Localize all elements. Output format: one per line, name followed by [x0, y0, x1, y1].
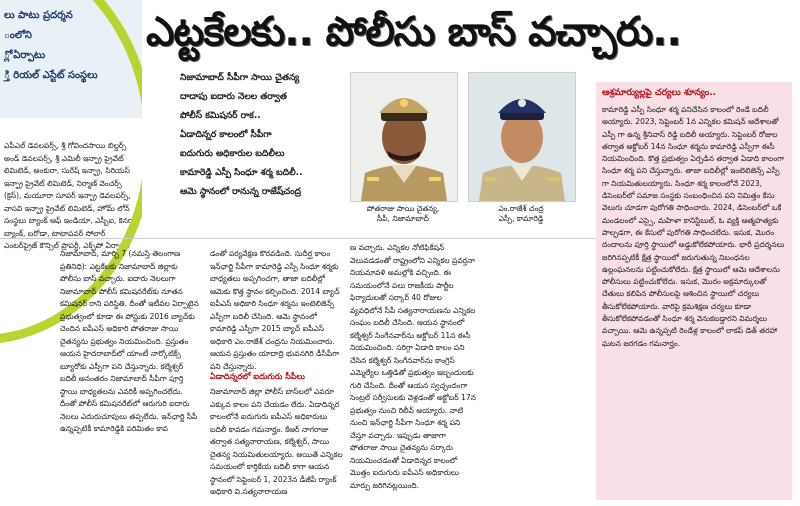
caption-role: సీపీ, నిజామాబాద్: [377, 214, 429, 223]
left-highlight-box: [0, 0, 142, 118]
police-officer-photo-icon: [469, 73, 575, 201]
body-column-2: డంతో పర్యవేక్షణ కొరవడింది. సుదీర్ఘ కాలం ఇన్‌ఛార్జి సీపీగా కామారెడ్డి ఎస్పీ సింధూ శర్మకు బాధ్యతలు అప్పగించగా, తాజా బదిలీల్లో ఆమెకు కొత్త స్థానం కల్పించింది. 2014 బ్యాచ్ ఐపీఎస్ అధికారి సింధూ శర్మను ఇంటెలిజెన్స్ ఎస్పీగా బదిలీ చేసింది. ఆమె స్థానంలో కామారెడ్డి ఎస్పీగా 2015 బ్యాచ్ ఐపీఎస్ అధికారి ఎం.రాజేశ్ చంద్రను నియమించారు. ఆయన ప్రస్తుతం యాదాద్రి భువనగిరి డీసీపీగా పని చేస్తున్నారు.: [210, 249, 340, 371]
section-divider: [0, 238, 596, 239]
subhead-line: దాదాపు ఐదారు నెలల తర్వాత: [180, 92, 287, 102]
subhead-line: ఆమె స్థానంలో రానున్న రాజేష్‌చంద్ర: [180, 187, 302, 197]
subhead-line: కామారెడ్డి ఎస్పీ సింధూ శర్మ బదిలీ..: [180, 168, 303, 178]
photo-caption: [348, 204, 458, 224]
subhead-line: నిజామాబాద్ సీపీగా సాయి చైతన్య: [180, 73, 300, 83]
left-box-text: [4, 6, 138, 86]
subhead-block: [180, 70, 340, 238]
headline: ఎట్టకేలకు.. పోలీసు బాస్ వచ్చారు..: [146, 9, 681, 55]
caption-role: ఎస్పీ, కామారెడ్డి: [498, 214, 544, 223]
column-subheading: ఏడాదిన్నరలో ఐదుగురు సీపీలు: [210, 372, 305, 381]
subhead-line: ఏడాదిన్నర కాలంలో సీపీగా: [180, 130, 272, 140]
sidebar-title: ఆశ్రమార్యుల్లపై చర్యలు శూన్యం..: [602, 88, 717, 98]
sidebar-body: కామారెడ్డి ఎస్పీ సింధూ శర్మ పనిచేసిన కాలంలో రెండే బదిలీ అయ్యారు. 2023, సెప్టెంబర్ 1న ఎన్నికల కమిషన్ ఆదేశాలతో ఎస్పీ గా ఉన్న శ్రీనివాస్ రెడ్డి బదిలీ అయ్యారు. సెప్టెంబర్ రోజుల తర్వాత అక్టోబర్ 14న సింధూ శర్మను కామారెడ్డి ఎస్పీగా ఈసీ నియమించింది. కొత్త ప్రభుత్వం ఏర్పడిన తర్వాత ఏడాది కాలంగా సింధూ శర్మ పని చేస్తున్నారు. తాజా బదిలీల్లో ఇంటెలిజెన్స్ ఎస్పీ గా నియమితులయ్యారు. సింధూ శర్మ కాలంలోనే 2023, డిసెంబర్‌లో సమాజ సంస్థకు సంబంధించిన పని నిమిత్తం కేసు వెలుగు చూడగా పురోగతి సాధించారు. 2024, డిసెంబర్‌లో ఒకే మండలంలో ఎస్సై, మహిళా కానిస్టేబుల్, ఓ వ్యక్తి ఆత్మహత్యకు పాల్పడగా, ఈ కేసులో పురోగతి సాధించలేదు. ఇసుక, మొరం దందాలను పూర్తి స్థాయిలో అడ్డుకోలేకపోయారు. భారీ ప్రదర్శనలు జరిగినప్పటికీ క్షేత్ర స్థాయిలో జరుగుతున్న నిబంధనల ఉల్లంఘనలను పట్టించుకోలేదు. క్షేత్ర స్థాయిలో ఆమె ఆదేశాలను పోలీసులు పట్టించుకోలేదు. ఇసుక, మొరం అక్రమార్కులతో చేతులు కలిపిన పోలీసులపై ఆశించిన స్థాయిలో చర్యలు తీసుకోలేకపోయారు. వారిపై క్రమశిక్షణ చర్యలు కూడా తీసుకోలేకపోవడంతో సింధూ శర్మ వెనుకబడ్డారని విమర్శలు వచ్చాయి. ఆమె ఉన్నప్పటి రెండేళ్ల కాలంలో లాకప్ డెత్ తరహా ఘటన జరగడం గమనార్హం.: [602, 105, 785, 348]
photo-caption: [466, 204, 576, 224]
left-box-line: లు పాటు ప్రదర్శన: [4, 10, 73, 21]
body-column-2b: నిజామాబాద్ జిల్లా పోలీస్ బాస్‌లలో ఎవరూ ఎక్కువ కాలం పని చేయడం లేదు. ఏడాదిన్నర కాలంలోనే ఐదుగురు ఐపీఎస్ అధికారులు బదిలీ కావడం గమనార్హం. కేఆర్ నాగరాజు తర్వాత సత్యనారాయణ, కల్మేశ్వర్, సాయి చైతన్య నియమితులయ్యారు. అయితే ఎన్నికల సమయంలో కార్తికేయ బదిలీ కాగా ఆయన స్థానంలో సెప్టెంబర్ 1, 2023న డీజీపీ ర్యాంక్ అధికారి వి.సత్యనారాయణ: [210, 387, 343, 496]
subhead-line: పోలీస్ కమిషనర్ రాక..: [180, 111, 261, 121]
officer-photo-sai-chaitanya: [350, 72, 458, 202]
sidebar-box: [596, 82, 792, 500]
police-officer-photo-icon: [351, 73, 457, 201]
body-column-1: నిజామాబాద్, మార్చి 7 (నమస్తే తెలంగాణ ప్రతినిధి): ఎట్టకేలకు నిజామాబాద్ జిల్లాకు పోలీసు బాస్ వచ్చారు. ఐదారు నెలలుగా నిజామాబాద్ పోలీస్ కమిషనరేట్‌కు నూతన కమిషనర్ రాని పరిస్థితి. దీంతో ఇటీవల ఏర్పాటైన ప్రభుత్వంలో కూడా ఈ పోస్టుకు 2016 బ్యాచ్‌కు చెందిన ఐపీఎస్ అధికారి పోతరాజు సాయి చైతన్యను ప్రభుత్వం నియమించింది. ప్రస్తుతం ఆయన హైదరాబాద్‌లో యాంటీ నార్కోటిక్స్ బ్యూరోకు ఎస్పీగా పని చేస్తున్నారు. కల్మేశ్వర్ బదిలీ అనంతరం నిజామాబాద్ సీపీగా పూర్తి స్థాయి బాధ్యతలను ఎవరికీ అప్పగించలేదు. దీంతో పోలీస్ కమిషనరేట్‌లో ఆరుగురి ఐదారు నెలలు ఎదురుచూపులు తప్పలేదు. ఇన్‌ఛార్జి సీపీ ఉన్నప్పటికీ కామారెడ్డికి పరిమితం కావ: [60, 249, 199, 433]
body-column-3: ణ వచ్చారు. ఎన్నికల నోటిఫికేషన్ వెలువడడంతో రాష్ట్రంలోని ఎన్నికల ప్రవర్తనా నియమావళి అమల్లోకి వచ్చింది. ఈ సమయంలోనే పలు రాజకీయ పార్టీల ఫిర్యాదులతో సర్కార్ 40 రోజుల వ్యవధిలోనే సీపీ సత్యనారాయణను ఎన్నికల సంఘం బదిలీ చేసింది. ఆయన స్థానంలో కల్మేశ్వర్ సింగేనవార్‌ను అక్టోబర్ 11న ఈసీ నియమించింది. సరిగ్గా ఏడాది కాలం పని చేసిన కల్మేశ్వర్ సింగేనవార్‌ను కాంగ్రెస్ ఎమ్మెల్యేల ఒత్తిడితో ప్రభుత్వం ఇబ్బందులకు గురి చేసింది. దీంతో ఆయన స్వచ్ఛందంగా సెంట్రల్ సర్వీసులకు వెళ్లడంతో అక్టోబర్ 17న ప్రభుత్వం నుంచి రిలీవ్ అయ్యారు. నాటి నుంచి ఇన్‌ఛార్జి సీపీగా సింధూ శర్మ పని చేస్తూ వచ్చారు. ఇప్పుడు తాజాగా పోతరాజు సాయి చైతన్యను సర్కారు నియమించడంతో ఏడాదిన్నర కాలంలో మొత్తం ఐదుగురు ఐపీఎస్ అధికారులు మార్పు జరిగినట్లయింది.: [350, 243, 476, 490]
left-box-line: ్తి రియల్ ఎస్టేట్ సంస్థలు: [4, 70, 98, 81]
caption-name: పోతరాజు సాయి చైతన్య,: [366, 204, 440, 213]
left-body-text: ఎపీఎల్ డెవలపర్స్, శ్రీ గోవిందసాయి బిల్డర్స్ అండ్ డెవలపర్స్, శ్రీ ఎమిలీ ఇన్ఫ్రా ప్రైవేట్ లిమిటెడ్, అంకురా, సురేష్ ఇన్ఫ్రా, సిరియస్ ఇన్ఫ్రా ప్రైవేట్ లిమిటెడ్, నిర్మాణ్ వెంచర్స్ (క్రెస్), మయూరా సూపర్ ఇన్ఫ్రా డెవలపర్స్, వాసవి ఇన్ఫ్రా ప్రైవేట్ లిమిటెడ్, హోమ్ లోన్ సంస్థలు బ్యాంక్ ఆఫ్ ఇండియా, ఎస్బీఐ, కెనరా బ్యాంక్, బరోడా, టాటాపవర్ సోలార్ ఎంటర్‌ప్రైజ్ కౌన్సిల్ ప్రాపర్టీ, ఎక్స్‌పో ఏర్పాటు: [4, 141, 135, 250]
left-box-line: ంలోని: [4, 30, 32, 41]
officer-photo-rajesh-chandra: [468, 72, 576, 202]
subhead-line: ఐదుగురు అధికారుల బదిలీలు: [180, 149, 285, 159]
caption-name: ఎం.రాజేశ్ చంద్ర: [498, 204, 544, 213]
left-box-line: ్లో ఏర్పాటు: [4, 50, 46, 61]
